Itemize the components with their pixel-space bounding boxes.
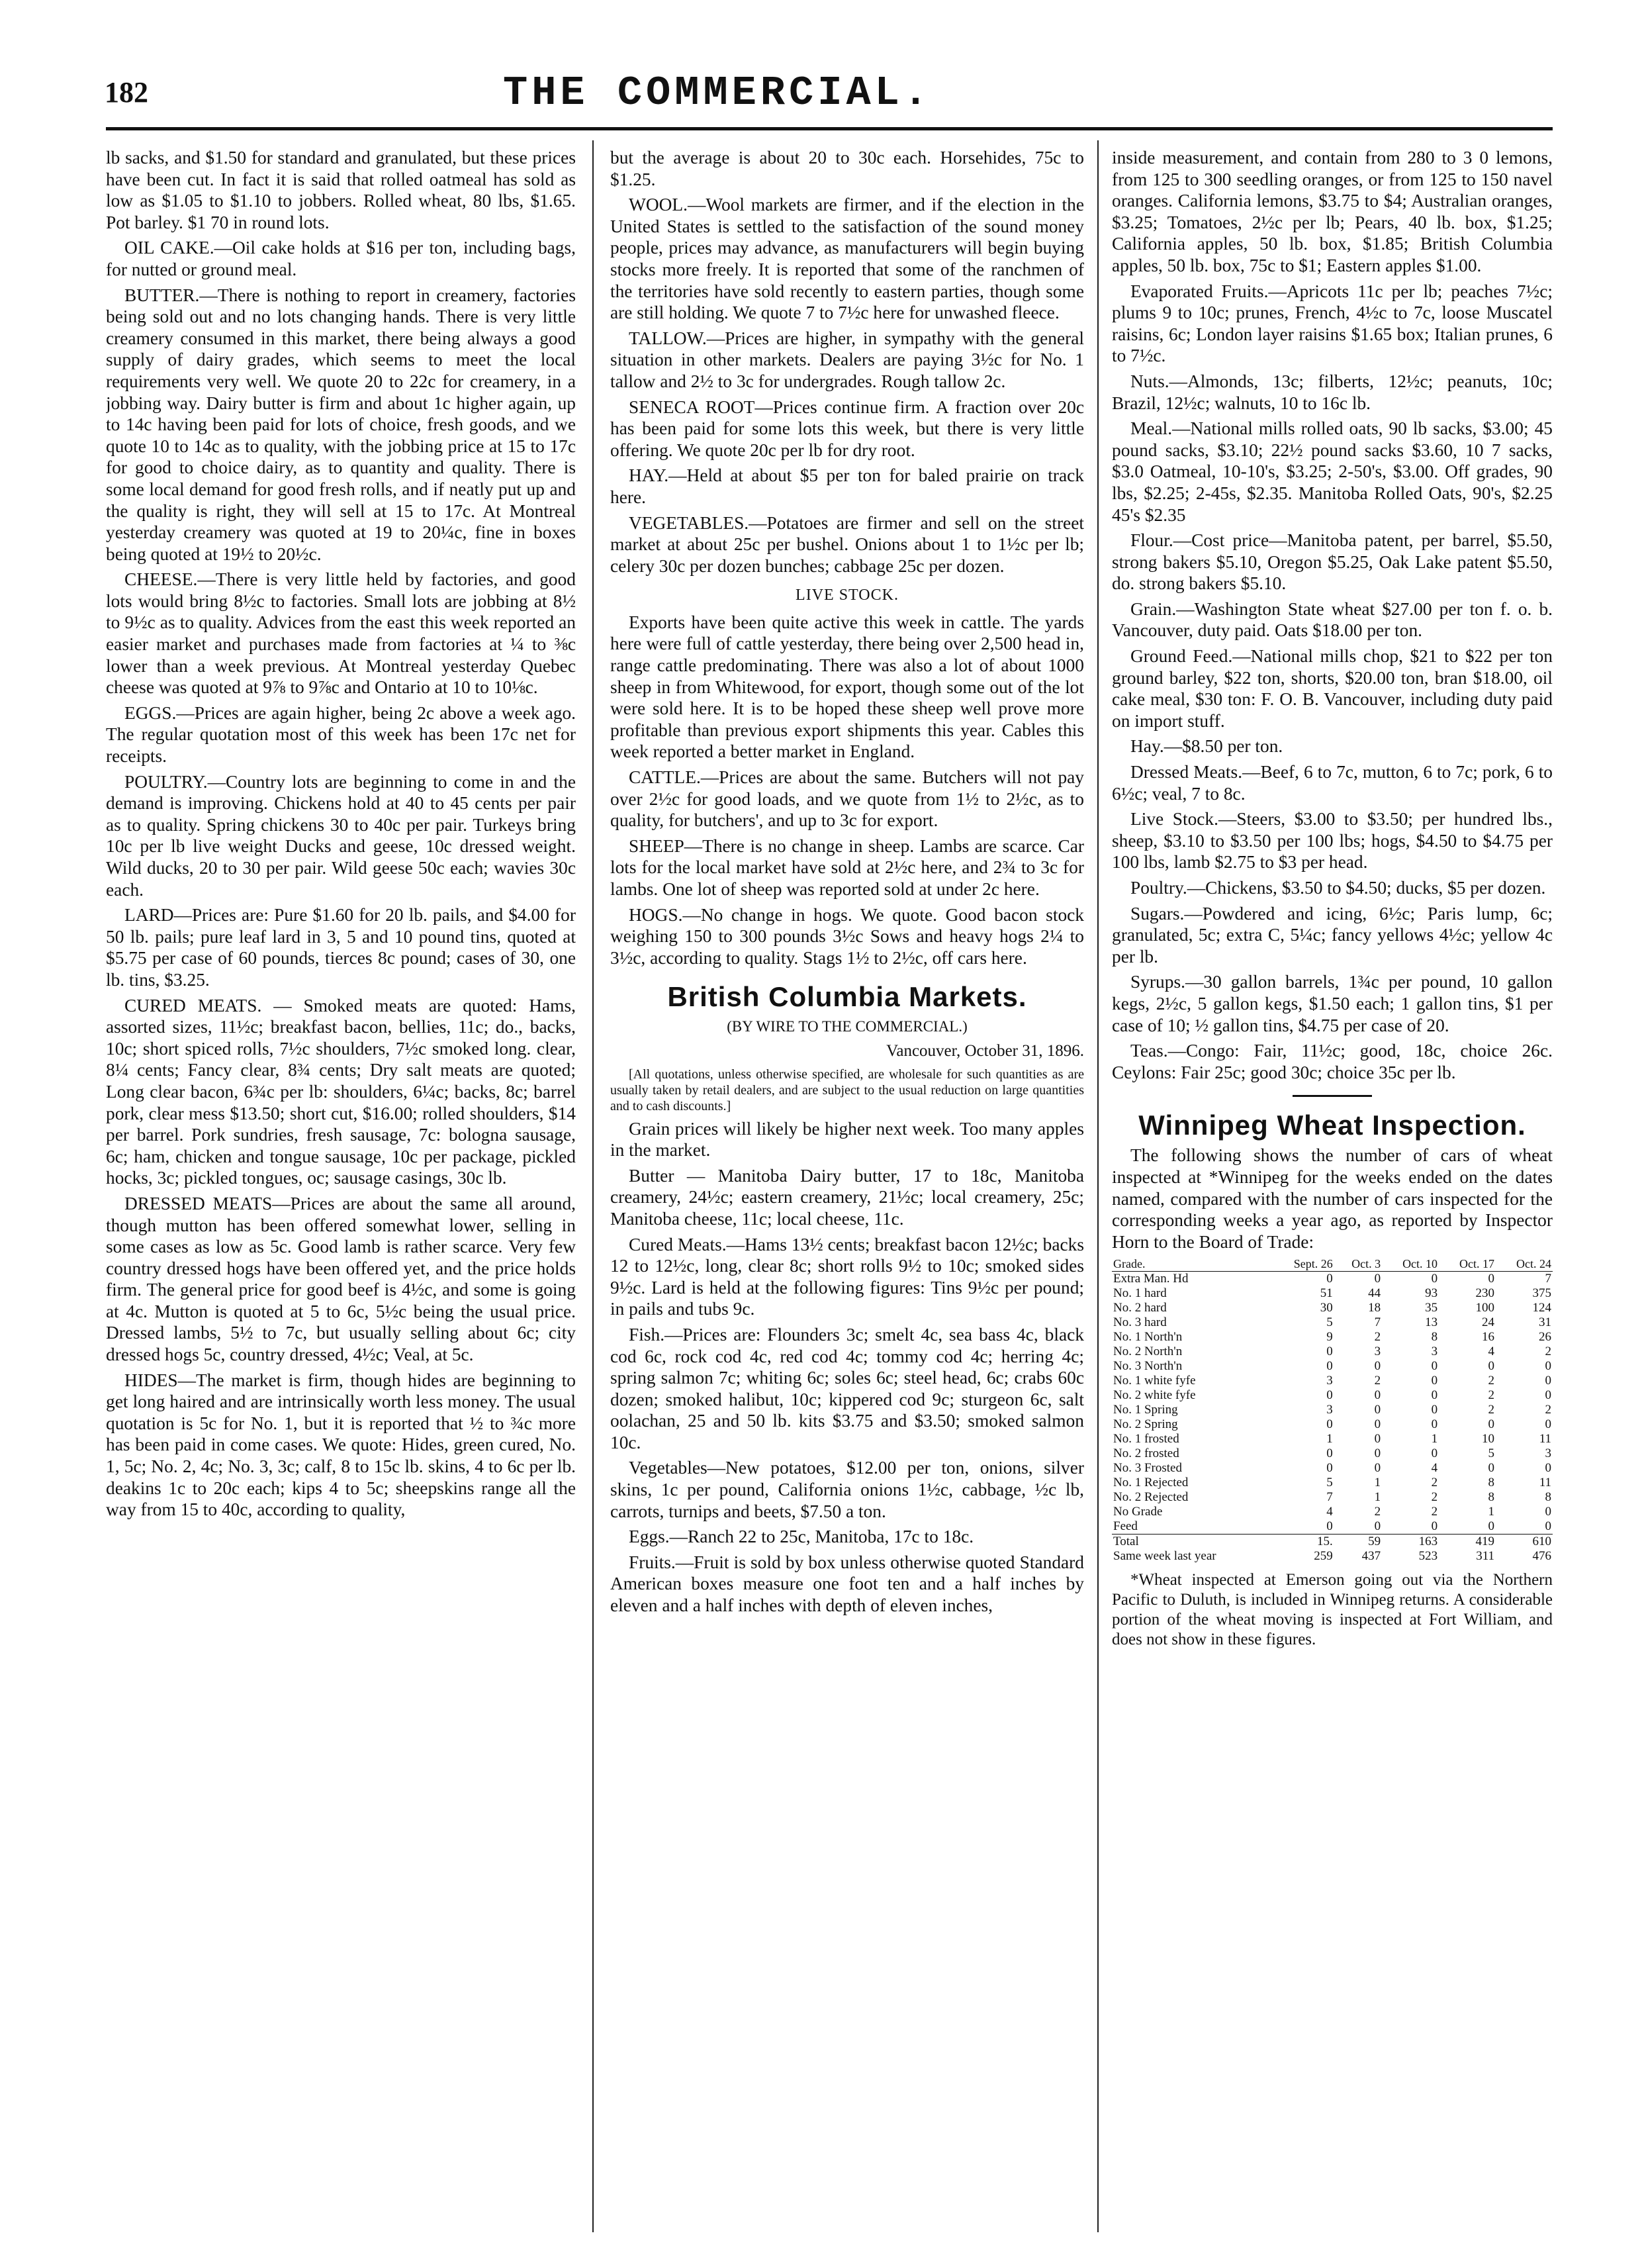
table-cell: 0 [1431,1446,1438,1461]
table-cell: 5 [1326,1315,1333,1330]
table-cell: 163 [1382,1535,1439,1550]
table-row [1112,1272,1553,1287]
paragraph: TALLOW.—Prices are higher, in sympathy with the general situation in other markets. Dealers are paying 3½c for No. 1 tallow and 2½ to 3c for undergrades. Rough tallow 2c. [610,328,1084,391]
header-rule [106,127,1553,130]
table-cell: No. 1 frosted [1113,1432,1179,1446]
table-cell: 30 [1320,1301,1333,1315]
paragraph: Vegetables—New potatoes, $12.00 per ton, onions, silver skins, 1c per pound, California onions 1½c, cabbage, ½c lb, carrots, turnips and beets, $7.50 a ton. [610,1458,1084,1521]
table-cell: 0 [1431,1272,1438,1286]
page-number: 182 [105,76,148,109]
table-cell: No. 3 hard [1113,1315,1167,1330]
table-cell: 0 [1326,1272,1333,1286]
table-cell: 0 [1326,1417,1333,1432]
table-cell: 4 [1431,1461,1438,1476]
table-cell: No. 2 Spring [1113,1417,1178,1432]
total-row [1112,1535,1553,1550]
table-cell: 0 [1326,1359,1333,1374]
table-cell: No. 3 North'n [1113,1359,1183,1374]
column-middle [610,147,1084,2226]
table-cell: 5 [1488,1446,1495,1461]
table-cell: 59 [1334,1535,1382,1550]
table-cell: 93 [1425,1286,1438,1301]
table-row [1112,1286,1553,1301]
table-cell: 51 [1320,1286,1333,1301]
table-cell: 0 [1488,1417,1495,1432]
table-cell: 0 [1545,1374,1551,1388]
table-cell: Total [1112,1535,1271,1550]
paragraph: SENECA ROOT—Prices continue firm. A fraction over 20c has been paid for some lots this week, but there is very little offering. We quote 20c per lb for dry root. [610,397,1084,460]
paragraph: HAY.—Held at about $5 per ton for baled prairie on track here. [610,465,1084,507]
table-row [1112,1301,1553,1315]
table-row [1112,1461,1553,1476]
table-cell: No. 2 hard [1113,1301,1167,1315]
table-cell: 9 [1326,1330,1333,1345]
table-header-cell: Oct. 10 [1382,1256,1439,1272]
table-cell: No Grade [1113,1505,1163,1519]
table-cell: 0 [1374,1432,1381,1446]
table-cell: 0 [1488,1359,1495,1374]
paragraph: LARD—Prices are: Pure $1.60 for 20 lb. pails, and $4.00 for 50 lb. pails; pure leaf lard in 3, 5 and 10 pound tins, quoted at $5.75 per case of 60 pounds, tierces 8c pound; cases of 30, one lb. tins, $3.25. [106,905,576,990]
table-cell: 11 [1539,1432,1551,1446]
table-cell: 437 [1361,1549,1381,1564]
table-cell: 0 [1545,1417,1551,1432]
paragraph: SHEEP—There is no change in sheep. Lambs are scarce. Car lots for the local market have sold at 2½c here, and 2¾ to 3c for lambs. One lot of sheep was reported sold at under 2c here. [610,835,1084,899]
paragraph: Butter — Manitoba Dairy butter, 17 to 18c, Manitoba creamery, 24½c; eastern creamery, 21½c; local creamery, 25c; Manitoba cheese, 11c; local cheese, 11c. [610,1165,1084,1229]
table-cell: 0 [1374,1272,1381,1286]
table-cell: 2 [1545,1403,1551,1417]
paragraph: Nuts.—Almonds, 13c; filberts, 12½c; peanuts, 10c; Brazil, 12½c; walnuts, 10 to 16c lb. [1112,371,1553,413]
paragraph: Fruits.—Fruit is sold by box unless otherwise quoted Standard American boxes measure one foot ten and a half inches by eleven and a half inches with depth of eleven inches, [610,1552,1084,1616]
paragraph: EGGS.—Prices are again higher, being 2c above a week ago. The regular quotation most of this week has been 17c net for receipts. [106,702,576,767]
table-cell: 2 [1545,1345,1551,1359]
table-row [1112,1374,1553,1388]
column-left [106,147,576,2226]
table-row [1112,1446,1553,1461]
table-row [1112,1345,1553,1359]
table-cell: 31 [1539,1315,1551,1330]
column-right [1112,147,1553,2226]
table-cell: 7 [1326,1490,1333,1505]
page-header [0,0,1642,132]
paragraph: WOOL.—Wool markets are firmer, and if the election in the United States is settled to the satisfaction of the sound money people, prices may advance, as manufacturers will begin buying stocks more freely. It is reported that some of the ranchmen of the territories have sold recently to eastern parties, though some are still holding. We quote 7 to 7½c here for unwashed fleece. [610,195,1084,323]
table-cell: 2 [1488,1388,1495,1403]
table-cell: 0 [1326,1446,1333,1461]
table-header-cell: Oct. 17 [1439,1256,1496,1272]
table-cell: 0 [1545,1519,1551,1534]
quotation-note: [All quotations, unless otherwise specified, are wholesale for such quantities as are usually taken by retail dealers, and are subject to the usual reduction on large quantities and to cash discounts.] [610,1066,1084,1113]
table-cell: No. 2 frosted [1113,1446,1179,1461]
table-cell: 0 [1431,1388,1438,1403]
table-cell: 2 [1431,1476,1438,1490]
table-cell: No. 2 Rejected [1113,1490,1189,1505]
table-cell: No. 2 white fyfe [1113,1388,1196,1403]
table-row [1112,1432,1553,1446]
table-cell: 0 [1374,1359,1381,1374]
paragraph: Fish.—Prices are: Flounders 3c; smelt 4c, sea bass 4c, black cod 6c, rock cod 4c, red cod 4c; tommy cod 4c; herring 4c; spring salmon 7c; whiting 6c; soles 6c; steel head, 6c; crabs 60c dozen; smoked halibut, 10c; kippered cod 9c; sturgeon 6c, salt oolachan, 25 and 50 lb. kits $3.75 and $3.50; smoked salmon 10c. [610,1324,1084,1452]
paragraph: The following shows the number of cars of wheat inspected at *Winnipeg for the weeks ended on the dates named, compared with the number of cars inspected for the corresponding weeks a year ago, as reported by Inspector Horn to the Board of Trade: [1112,1145,1553,1252]
paragraph: Sugars.—Powdered and icing, 6½c; Paris lump, 6c; granulated, 5c; extra C, 5¼c; fancy yellows 4½c; yellow 4c per lb. [1112,903,1553,967]
table-cell: 4 [1488,1345,1495,1359]
table-cell: Feed [1113,1519,1138,1534]
table-cell: 0 [1374,1446,1381,1461]
paragraph: Poultry.—Chickens, $3.50 to $4.50; ducks, $5 per dozen. [1130,878,1546,898]
table-header-cell: Sept. 26 [1271,1256,1334,1272]
table-cell: 259 [1314,1549,1333,1564]
dateline: Vancouver, October 31, 1896. [886,1041,1084,1060]
table-cell: 610 [1496,1535,1553,1550]
paragraph: Syrups.—30 gallon barrels, 1¾c per pound, 10 gallon kegs, 2½c, 5 gallon kegs, $1.50 each; 1 gallon tins, $1 per case of 10; ½ gallon tins, $4.75 per case of 20. [1112,972,1553,1035]
paragraph: Meal.—National mills rolled oats, 90 lb sacks, $3.00; 45 pound sacks, $3.10; 22½ pound sacks $3.60, 10 7 sacks, $3.0 Oatmeal, 10-10's, $3.25; 2-50's, $3.00. Off grades, 90 lbs, $2.25; 2-45s, $2.35. Manitoba Rolled Oats, 90's, $2.25 45's $2.35 [1112,418,1553,525]
table-cell: 0 [1545,1388,1551,1403]
table-cell: 1 [1488,1505,1495,1519]
table-cell: 13 [1425,1315,1438,1330]
table-cell: 0 [1374,1519,1381,1534]
table-cell: 4 [1326,1505,1333,1519]
table-cell: 10 [1482,1432,1495,1446]
paragraph: HIDES—The market is firm, though hides are beginning to get long haired and are intrinsically worth less money. The usual quotation is 5c for No. 1, but it is reported that ½ to ¾c more has been paid in come cases. We quote: Hides, green cured, No. 1, 5c; No. 2, 4c; No. 3, 3c; calf, 8 to 15c lb. skins, 4 to 6c per lb. deakins 1c to 20c each; kips 4 to 5c; sheepskins range all the way from 15 to 40c, according to quality, [106,1370,576,1520]
table-row [1112,1505,1553,1519]
table-cell: No. 1 Rejected [1113,1476,1189,1490]
paragraph: Eggs.—Ranch 22 to 25c, Manitoba, 17c to 18c. [629,1527,974,1547]
paragraph: Dressed Meats.—Beef, 6 to 7c, mutton, 6 to 7c; pork, 6 to 6½c; veal, 7 to 8c. [1112,762,1553,804]
table-cell: 44 [1368,1286,1381,1301]
table-cell: 0 [1545,1461,1551,1476]
table-cell: 0 [1431,1359,1438,1374]
table-cell: 0 [1431,1417,1438,1432]
table-cell: 2 [1374,1374,1381,1388]
paragraph: lb sacks, and $1.50 for standard and granulated, but these prices have been cut. In fact it is said that rolled oatmeal has sold as low as $1.05 to $1.10 to jobbers. Rolled wheat, 80 lbs, $1.65. Pot barley. $1 70 in round lots. [106,148,576,232]
table-cell: 8 [1488,1476,1495,1490]
footnote: *Wheat inspected at Emerson going out via the Northern Pacific to Duluth, is included in Winnipeg returns. A considerable portion of the wheat moving is inspected at Fort William, and does not show in these figures. [1112,1571,1553,1649]
byline: (BY WIRE TO THE COMMERCIAL.) [727,1018,968,1035]
table-cell: Extra Man. Hd [1113,1272,1189,1286]
table-cell: 1 [1431,1432,1438,1446]
table-header-cell: Oct. 3 [1334,1256,1382,1272]
table-cell: 0 [1374,1403,1381,1417]
table-cell: 5 [1326,1476,1333,1490]
table-cell: 0 [1326,1388,1333,1403]
masthead-title: THE COMMERCIAL. [503,70,933,117]
table-cell: 1 [1374,1476,1381,1490]
table-cell: No. 3 Frosted [1113,1461,1182,1476]
table-cell: 16 [1482,1330,1495,1345]
table-cell: 0 [1431,1519,1438,1534]
table-cell: 375 [1532,1286,1551,1301]
paragraph: VEGETABLES.—Potatoes are firmer and sell on the street market at about 25c per bushel. Onions about 1 to 1½c per lb; celery 30c per dozen bunches; cabbage 25c per dozen. [610,512,1084,576]
table-row [1112,1490,1553,1505]
table-cell: 0 [1374,1388,1381,1403]
column-rule [1097,140,1099,2232]
table-row [1112,1417,1553,1432]
table-cell: 3 [1431,1345,1438,1359]
table-cell: 0 [1326,1345,1333,1359]
table-cell: 311 [1476,1549,1495,1564]
table-cell: 11 [1539,1476,1551,1490]
paragraph: but the average is about 20 to 30c each. Horsehides, 75c to $1.25. [610,148,1084,189]
table-cell: 3 [1374,1345,1381,1359]
paragraph: DRESSED MEATS—Prices are about the same all around, though mutton has been offered somewhat lower, selling in some cases as low as 5c. Good lamb is rather scarce. Very few country dressed hogs have been offered yet, and the price holds firm. The general price for good beef is 4½c, and some is going at 4c. Mutton is quoted at 5 to 6c, 5½c being the usual price. Dressed lambs, 5½ to 7c, but usually selling about 6c; city dressed hogs 5c, country dressed, 4½c; Veal, at 5c. [106,1193,576,1365]
table-cell: 8 [1488,1490,1495,1505]
table-cell: 0 [1326,1461,1333,1476]
table-row [1112,1330,1553,1345]
table-cell: 2 [1488,1374,1495,1388]
paragraph: Teas.—Congo: Fair, 11½c; good, 18c, choice 26c. Ceylons: Fair 25c; good 30c; choice 35c per lb. [1112,1041,1553,1082]
table-cell: 0 [1488,1461,1495,1476]
table-cell: 26 [1539,1330,1551,1345]
table-cell: No. 2 North'n [1113,1345,1183,1359]
paragraph: CURED MEATS. — Smoked meats are quoted: Hams, assorted sizes, 11½c; breakfast bacon, bellies, 11c; do., backs, 10c; short spiced rolls, 7½c shoulders, 7½c smoked long. clear, 8¼ cents; Fancy clear, 8¾ cents; Dry salt meats are quoted; Long clear bacon, 6¾c per lb: shoulders, 6¼c; backs, 8c; barrel pork, clear mess $13.50; short cut, $16.00; rolled shoulders, $14 per barrel. Pork sundries, fresh sausage, 7c: bologna sausage, 6c; ham, chicken and tongue sausage, 10c per package, pickled hocks, 3c; pickled tongues, oc; sausage casings, 30c lb. [106,995,576,1188]
table-cell: 124 [1532,1301,1551,1315]
bc-markets-heading: British Columbia Markets. [667,981,1027,1013]
table-row [1112,1403,1553,1417]
table-row [1112,1519,1553,1535]
paragraph: Ground Feed.—National mills chop, $21 to $22 per ton ground barley, $22 ton, shorts, $20.00 ton, bran $18.00, oil cake meal, $30 ton: F. O. B. Vancouver, including duty paid on import stuff. [1112,646,1553,731]
table-row [1112,1359,1553,1374]
table-cell: 0 [1488,1272,1495,1286]
table-cell: 2 [1374,1330,1381,1345]
table-header-cell: Grade. [1112,1256,1271,1272]
table-cell: 0 [1545,1505,1551,1519]
table-cell: 3 [1545,1446,1551,1461]
table-cell: 2 [1488,1403,1495,1417]
table-cell: Same week last year [1113,1549,1216,1564]
livestock-heading: LIVE STOCK. [796,587,899,604]
table-row [1112,1315,1553,1330]
table-cell: No. 1 white fyfe [1113,1374,1196,1388]
paragraph: Grain.—Washington State wheat $27.00 per ton f. o. b. Vancouver, duty paid. Oats $18.00 per ton. [1112,598,1553,641]
last-year-row [1112,1549,1553,1564]
table-cell: 15. [1271,1535,1334,1550]
paragraph: OIL CAKE.—Oil cake holds at $16 per ton, including bags, for nutted or ground meal. [106,238,576,279]
table-header-row [1112,1256,1553,1272]
table-row [1112,1388,1553,1403]
table-cell: 0 [1431,1374,1438,1388]
table-cell: 2 [1374,1505,1381,1519]
table-cell: 1 [1326,1432,1333,1446]
paragraph: BUTTER.—There is nothing to report in creamery, factories being sold out and no lots changing hands. There is very little creamery consumed in this market, there being always a good supply of dairy grades, which seems to meet the local requirements very well. We quote 20 to 22c for creamery, in a jobbing way. Dairy butter is firm and about 1c higher again, up to 14c having been paid for lots of choice, fresh goods, and we quote 10 to 14c as to quality, with the jobbing price at 15 to 17c for good to choice dairy, as to quantity and quality. There is some local demand for good fresh rolls, and if neatly put up and the quality is right, they will sell at 15 to 17c. At Montreal yesterday creamery was quoted at 19 to 20¼c, fine in boxes being quoted at 19½ to 20½c. [106,285,576,564]
table-cell: No. 1 hard [1113,1286,1167,1301]
wheat-inspection-table [1112,1256,1553,1564]
paragraph: Live Stock.—Steers, $3.00 to $3.50; per hundred lbs., sheep, $3.10 to $3.50 per 100 lbs; hogs, $4.50 to $4.75 per 100 lbs, lamb $2.75 to $3 per head. [1112,809,1553,873]
table-cell: 1 [1374,1490,1381,1505]
table-cell: 0 [1545,1359,1551,1374]
table-cell: 8 [1545,1490,1551,1505]
column-rule [592,140,594,2232]
paragraph: HOGS.—No change in hogs. We quote. Good bacon stock weighing 150 to 300 pounds 3½c Sows and heavy hogs 2¼ to 3½c, according to quality. Stags 1½ to 2½c, off cars here. [610,904,1084,968]
paragraph: Cured Meats.—Hams 13½ cents; breakfast bacon 12½c; backs 12 to 12½c, long, clear 8c; short rolls 9½ to 10c; smoked sides 9½c. Lard is held at the following figures: Tins 9½c per pound; in pails and tubs 9c. [610,1234,1084,1319]
table-cell: 0 [1374,1461,1381,1476]
table-cell: 8 [1431,1330,1438,1345]
table-cell: No. 1 North'n [1113,1330,1183,1345]
paragraph: CATTLE.—Prices are about the same. Butchers will not pay over 2½c for good loads, and we quote from 1½ to 2½c, as to quality, for butchers', and up to 3c for export. [610,767,1084,831]
table-cell: No. 1 Spring [1113,1403,1178,1417]
table-cell: 0 [1326,1519,1333,1534]
table-cell: 100 [1475,1301,1495,1315]
table-cell: 18 [1368,1301,1381,1315]
wheat-inspection-heading: Winnipeg Wheat Inspection. [1138,1110,1526,1141]
paragraph: POULTRY.—Country lots are beginning to come in and the demand is improving. Chickens hold at 40 to 45 cents per pair as to quality. Spring chickens 30 to 40c per pair. Turkeys bring 10c per lb live weight Ducks and geese, 10c dressed weight. Wild ducks, 20 to 30 per pair. Wild geese 50c each; wavies 30c each. [106,771,576,900]
table-cell: 476 [1532,1549,1551,1564]
table-cell: 7 [1374,1315,1381,1330]
table-cell: 523 [1418,1549,1438,1564]
paragraph: Evaporated Fruits.—Apricots 11c per lb; peaches 7½c; plums 9 to 10c; prunes, French, 4½c to 7c, loose Muscatel raisins, 6c; London layer raisins $1.65 box; Italian prunes, 6 to 7½c. [1112,281,1553,366]
table-cell: 0 [1488,1519,1495,1534]
table-cell: 3 [1326,1374,1333,1388]
table-cell: 24 [1482,1315,1495,1330]
paragraph: Hay.—$8.50 per ton. [1130,736,1283,757]
paragraph: Grain prices will likely be higher next week. Too many apples in the market. [610,1118,1084,1160]
table-cell: 419 [1439,1535,1496,1550]
table-row [1112,1476,1553,1490]
paragraph: Exports have been quite active this week in cattle. The yards here were full of cattle yesterday, there being over 2,500 head in, range cattle predominating. There was also a lot of about 1000 sheep in from Whitewood, for export, though some out of the lot were sold here. It is to be hoped these sheep well prove more profitable than previous export shipments this year. Cables this week reported a better market in England. [610,612,1084,762]
section-divider [1293,1095,1372,1097]
table-cell: 2 [1431,1490,1438,1505]
table-cell: 2 [1431,1505,1438,1519]
table-cell: 7 [1545,1272,1551,1286]
table-cell: 230 [1475,1286,1495,1301]
paragraph: CHEESE.—There is very little held by factories, and good lots would bring 8½c to factories. Small lots are jobbing at 8½ to 9½c as to quality. Advices from the east this week reported an easier market and purchases made from factories at ¼ to ⅜c lower than a week previous. At Montreal yesterday Quebec cheese was quoted at 9⅞ to 9⅞c and Ontario at 10 to 10⅛c. [106,569,576,698]
table-cell: 3 [1326,1403,1333,1417]
table-cell: 35 [1425,1301,1438,1315]
paragraph: inside measurement, and contain from 280 to 3 0 lemons, from 125 to 300 seedling oranges, or from 125 to 150 navel oranges. California lemons, $3.75 to $4; Australian oranges, $3.25; Tomatoes, 2½c per lb; Pears, 40 lb. box, $1.25; California apples, 50 lb. box, $1.85; British Columbia apples, 50 lb. box, 75c to $1; Eastern apples $1.00. [1112,148,1553,275]
paragraph: Flour.—Cost price—Manitoba patent, per barrel, $5.50, strong bakers $5.10, Oregon $5.25, Oak Lake patent $5.50, do. strong bakers $5.10. [1112,530,1553,594]
table-cell: 0 [1431,1403,1438,1417]
table-cell: 0 [1374,1417,1381,1432]
table-header-cell: Oct. 24 [1496,1256,1553,1272]
